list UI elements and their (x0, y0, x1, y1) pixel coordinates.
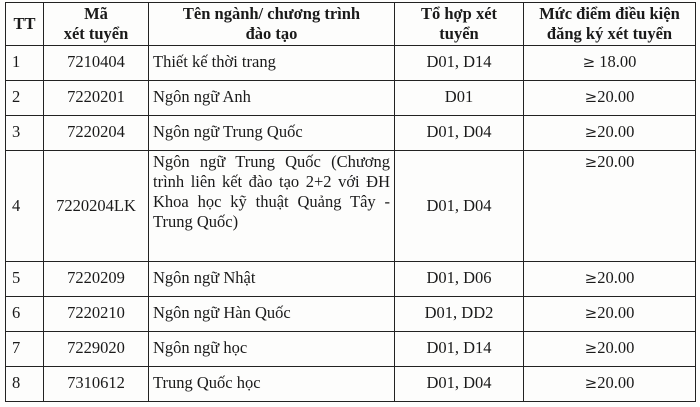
row-score (524, 151, 696, 262)
table-row (6, 46, 696, 81)
table-header-row (6, 3, 696, 46)
row-score (524, 332, 696, 367)
header-tt: TT (6, 3, 44, 46)
ge-symbol: ≥ (584, 374, 598, 392)
row-combo: D01, D14 (395, 46, 524, 81)
score-value: 20.00 (597, 338, 635, 357)
score-value: 20.00 (597, 122, 635, 141)
row-program: Thiết kế thời trang (149, 46, 395, 81)
row-code: 7229020 (44, 332, 149, 367)
header-program: Tên ngành/ chương trình đào tạo (149, 3, 395, 46)
ge-symbol: ≥ (584, 88, 598, 106)
row-program: Ngôn ngữ học (149, 332, 395, 367)
score-value: 20.00 (597, 87, 635, 106)
admission-table (5, 2, 696, 402)
row-number: 5 (6, 262, 44, 297)
row-combo: D01, D04 (395, 116, 524, 151)
row-code: 7220209 (44, 262, 149, 297)
score-value: 20.00 (597, 152, 635, 171)
row-program: Trung Quốc học (149, 367, 395, 402)
row-combo: D01, D04 (395, 151, 524, 262)
row-score (524, 81, 696, 116)
row-score (524, 116, 696, 151)
row-number: 7 (6, 332, 44, 367)
table-row (6, 151, 696, 262)
score-value: 20.00 (597, 268, 635, 287)
row-program: Ngôn ngữ Trung Quốc (149, 116, 395, 151)
row-number: 3 (6, 116, 44, 151)
header-code: Mã xét tuyển (44, 3, 149, 46)
row-combo: D01, DD2 (395, 297, 524, 332)
score-value: 20.00 (597, 303, 635, 322)
score-value: 18.00 (599, 52, 637, 71)
row-code: 7220210 (44, 297, 149, 332)
row-code: 7220204 (44, 116, 149, 151)
table-row (6, 367, 696, 402)
table-row (6, 116, 696, 151)
table-row (6, 297, 696, 332)
row-score (524, 367, 696, 402)
ge-symbol: ≥ (584, 123, 598, 141)
row-number: 6 (6, 297, 44, 332)
row-combo: D01, D06 (395, 262, 524, 297)
row-code: 7310612 (44, 367, 149, 402)
row-code: 7210404 (44, 46, 149, 81)
ge-symbol: ≥ (584, 269, 598, 287)
header-score: Mức điểm điều kiện đăng ký xét tuyển (524, 3, 696, 46)
ge-symbol: ≥ (582, 53, 596, 71)
table-row (6, 81, 696, 116)
row-score (524, 297, 696, 332)
row-score (524, 262, 696, 297)
row-program: Ngôn ngữ Anh (149, 81, 395, 116)
header-combo: Tổ hợp xét tuyển (395, 3, 524, 46)
table-row (6, 262, 696, 297)
ge-symbol: ≥ (584, 339, 598, 357)
ge-symbol: ≥ (584, 304, 598, 322)
ge-symbol: ≥ (584, 153, 598, 171)
row-code: 7220204LK (44, 151, 149, 262)
row-number: 8 (6, 367, 44, 402)
table-row (6, 332, 696, 367)
row-number: 1 (6, 46, 44, 81)
row-code: 7220201 (44, 81, 149, 116)
row-number: 4 (6, 151, 44, 262)
row-combo: D01, D14 (395, 332, 524, 367)
row-score (524, 46, 696, 81)
score-value: 20.00 (597, 373, 635, 392)
row-program: Ngôn ngữ Nhật (149, 262, 395, 297)
row-program: Ngôn ngữ Hàn Quốc (149, 297, 395, 332)
row-number: 2 (6, 81, 44, 116)
row-program: Ngôn ngữ Trung Quốc (Chương trình liên kết đào tạo 2+2 với ĐH Khoa học kỹ thuật Quảng Tây - Trung Quốc) (149, 151, 395, 262)
row-combo: D01 (395, 81, 524, 116)
row-combo: D01, D04 (395, 367, 524, 402)
